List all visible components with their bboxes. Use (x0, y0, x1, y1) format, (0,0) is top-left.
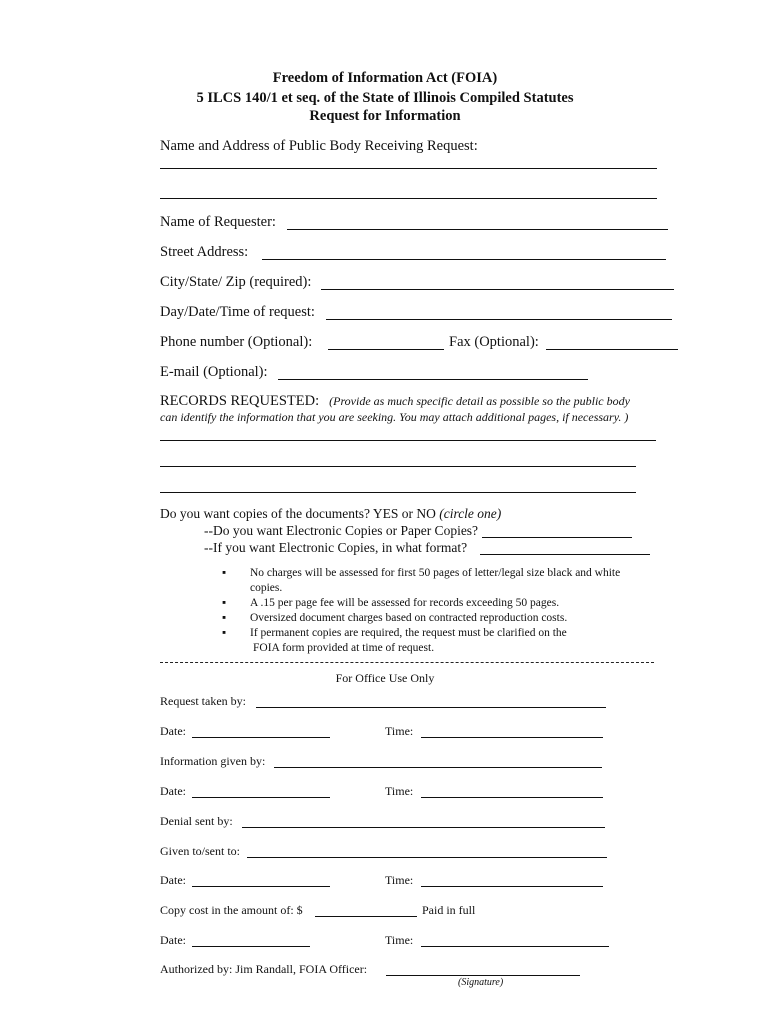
public-body-line-1[interactable] (160, 168, 657, 169)
paid-in-full-label: Paid in full (422, 903, 476, 917)
time-label-1: Time: (385, 724, 414, 738)
date-field-3[interactable] (192, 886, 330, 887)
requester-label: Name of Requester: (160, 214, 276, 230)
date-label-4: Date: (160, 933, 186, 947)
given-to-field[interactable] (247, 857, 607, 858)
copies-type-label: --Do you want Electronic Copies or Paper Copies? (204, 523, 479, 538)
records-label: RECORDS REQUESTED: (160, 393, 320, 409)
email-label: E-mail (Optional): (160, 364, 268, 380)
bullet-text-1-cont: copies. (250, 582, 283, 594)
form-title-line-2: 5 ILCS 140/1 et seq. of the State of Illinois Compiled Statutes (196, 90, 574, 106)
copies-question-line (160, 506, 501, 522)
records-line-3[interactable] (160, 492, 636, 493)
city-label: City/State/ Zip (required): (160, 274, 312, 290)
bullet-text-3: Oversized document charges based on contracted reproduction costs. (250, 612, 568, 624)
email-field[interactable] (278, 379, 588, 380)
street-label: Street Address: (160, 244, 249, 260)
authorized-label: Authorized by: Jim Randall, FOIA Officer: (160, 962, 368, 976)
signature-field[interactable] (386, 975, 580, 976)
info-given-label: Information given by: (160, 754, 266, 768)
time-field-2[interactable] (421, 797, 603, 798)
signature-caption: (Signature) (458, 977, 504, 988)
phone-field[interactable] (328, 349, 444, 350)
copies-type-field[interactable] (482, 537, 632, 538)
records-line-2[interactable] (160, 466, 636, 467)
copy-cost-label: Copy cost in the amount of: $ (160, 903, 303, 917)
denial-sent-label: Denial sent by: (160, 814, 233, 828)
date-field-1[interactable] (192, 737, 330, 738)
request-taken-field[interactable] (256, 707, 606, 708)
date-label-3: Date: (160, 873, 186, 887)
public-body-label: Name and Address of Public Body Receiving Request: (160, 138, 478, 154)
public-body-line-2[interactable] (160, 198, 657, 199)
info-given-field[interactable] (274, 767, 602, 768)
request-taken-label: Request taken by: (160, 694, 246, 708)
bullet-icon: ▪ (222, 612, 227, 624)
bullet-icon: ▪ (222, 567, 227, 579)
phone-label: Phone number (Optional): (160, 334, 313, 350)
date-label-2: Date: (160, 784, 186, 798)
records-requested-line (160, 392, 630, 410)
copies-format-field[interactable] (480, 554, 650, 555)
datetime-label: Day/Date/Time of request: (160, 304, 315, 320)
city-field[interactable] (321, 289, 674, 290)
copies-format-label: --If you want Electronic Copies, in what format? (204, 540, 468, 555)
denial-sent-field[interactable] (242, 827, 605, 828)
time-field-1[interactable] (421, 737, 603, 738)
records-note-1: (Provide as much specific detail as possible so the public body (329, 394, 630, 408)
time-label-4: Time: (385, 933, 414, 947)
bullet-icon: ▪ (222, 597, 227, 609)
circle-one-note: (circle one) (439, 506, 502, 521)
bullet-text-2: A .15 per page fee will be assessed for records exceeding 50 pages. (250, 597, 560, 609)
requester-field[interactable] (287, 229, 668, 230)
street-field[interactable] (262, 259, 666, 260)
bullet-text-1: No charges will be assessed for first 50 pages of letter/legal size black and white (250, 567, 621, 579)
records-note-2: can identify the information that you are seeking. You may attach additional pages, if necessary. ) (160, 410, 629, 424)
given-to-label: Given to/sent to: (160, 844, 240, 858)
bullet-text-4-cont: FOIA form provided at time of request. (253, 642, 435, 654)
date-field-2[interactable] (192, 797, 330, 798)
copies-question: Do you want copies of the documents? YES or NO (160, 506, 436, 521)
bullet-icon: ▪ (222, 627, 227, 639)
time-label-3: Time: (385, 873, 414, 887)
office-use-heading: For Office Use Only (335, 671, 435, 685)
fax-field[interactable] (546, 349, 678, 350)
time-field-4[interactable] (421, 946, 609, 947)
form-title-line-3: Request for Information (309, 108, 461, 124)
fax-label: Fax (Optional): (449, 334, 539, 350)
records-line-1[interactable] (160, 440, 656, 441)
time-field-3[interactable] (421, 886, 603, 887)
date-label-1: Date: (160, 724, 186, 738)
datetime-field[interactable] (326, 319, 672, 320)
copy-cost-field[interactable] (315, 916, 417, 917)
office-divider (160, 662, 654, 663)
form-title-line-1: Freedom of Information Act (FOIA) (272, 70, 498, 86)
time-label-2: Time: (385, 784, 414, 798)
date-field-4[interactable] (192, 946, 310, 947)
bullet-text-4: If permanent copies are required, the request must be clarified on the (250, 627, 567, 639)
